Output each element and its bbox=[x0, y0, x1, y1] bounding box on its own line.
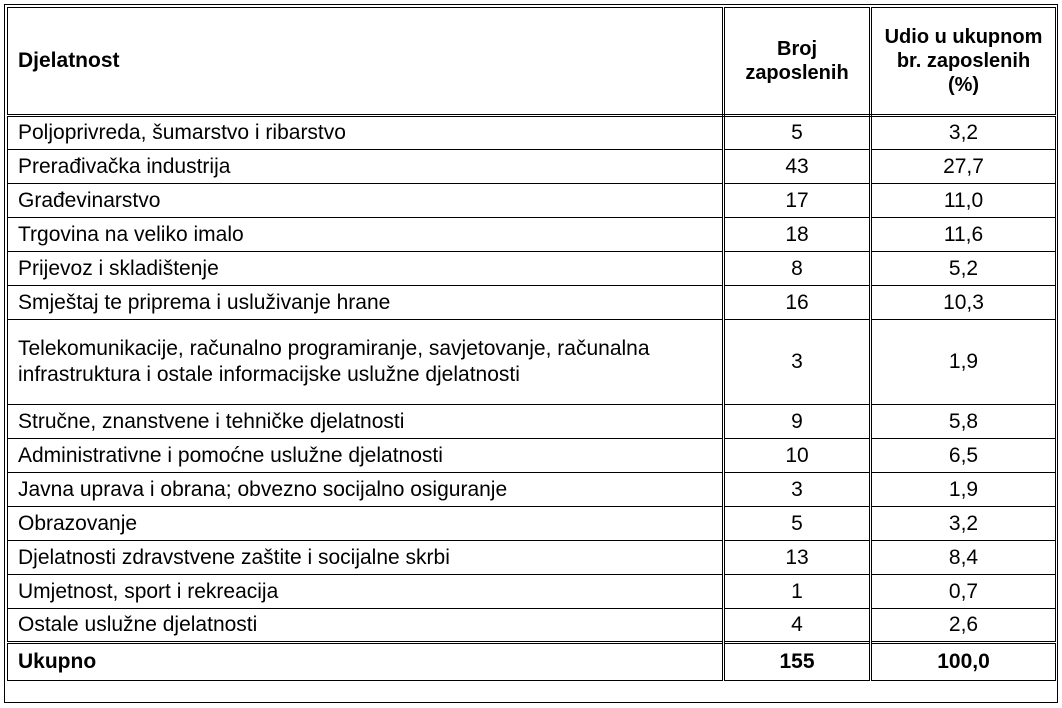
table-row bbox=[8, 184, 1056, 218]
row-activity: Poljoprivreda, šumarstvo i ribarstvo bbox=[8, 116, 724, 150]
table-row bbox=[8, 439, 1056, 473]
row-employees: 9 bbox=[724, 405, 871, 439]
row-share: 0,7 bbox=[871, 575, 1056, 609]
row-share: 8,4 bbox=[871, 541, 1056, 575]
row-employees: 10 bbox=[724, 439, 871, 473]
employment-table bbox=[7, 7, 1056, 681]
row-employees: 43 bbox=[724, 150, 871, 184]
row-activity: Ostale uslužne djelatnosti bbox=[8, 609, 724, 643]
row-employees: 4 bbox=[724, 609, 871, 643]
row-share: 6,5 bbox=[871, 439, 1056, 473]
row-employees: 17 bbox=[724, 184, 871, 218]
table-row bbox=[8, 286, 1056, 320]
header-activity: Djelatnost bbox=[8, 8, 724, 116]
row-share: 27,7 bbox=[871, 150, 1056, 184]
header-employees: Broj zaposlenih bbox=[724, 8, 871, 116]
row-activity: Prerađivačka industrija bbox=[8, 150, 724, 184]
row-activity: Prijevoz i skladištenje bbox=[8, 252, 724, 286]
row-employees: 3 bbox=[724, 320, 871, 405]
header-share: Udio u ukupnom br. zaposlenih (%) bbox=[871, 8, 1056, 116]
row-activity: Umjetnost, sport i rekreacija bbox=[8, 575, 724, 609]
table-row bbox=[8, 252, 1056, 286]
row-activity: Smještaj te priprema i usluživanje hrane bbox=[8, 286, 724, 320]
total-share: 100,0 bbox=[871, 643, 1056, 681]
row-employees: 3 bbox=[724, 473, 871, 507]
row-activity: Javna uprava i obrana; obvezno socijalno osiguranje bbox=[8, 473, 724, 507]
total-employees: 155 bbox=[724, 643, 871, 681]
row-activity: Građevinarstvo bbox=[8, 184, 724, 218]
total-row bbox=[8, 643, 1056, 681]
row-share: 5,2 bbox=[871, 252, 1056, 286]
table-row bbox=[8, 575, 1056, 609]
row-share: 1,9 bbox=[871, 473, 1056, 507]
row-share: 11,6 bbox=[871, 218, 1056, 252]
row-share: 10,3 bbox=[871, 286, 1056, 320]
row-share: 1,9 bbox=[871, 320, 1056, 405]
row-employees: 13 bbox=[724, 541, 871, 575]
table-row bbox=[8, 150, 1056, 184]
header-row bbox=[8, 8, 1056, 116]
row-activity: Stručne, znanstvene i tehničke djelatnosti bbox=[8, 405, 724, 439]
table-row bbox=[8, 116, 1056, 150]
table-row bbox=[8, 541, 1056, 575]
row-share: 2,6 bbox=[871, 609, 1056, 643]
table-row bbox=[8, 473, 1056, 507]
row-activity: Telekomunikacije, računalno programiranje, savjetovanje, računalna infrastruktura i ostale informacijske uslužne djelatnosti bbox=[8, 320, 724, 405]
row-activity: Djelatnosti zdravstvene zaštite i socijalne skrbi bbox=[8, 541, 724, 575]
table-row bbox=[8, 320, 1056, 405]
table-row bbox=[8, 405, 1056, 439]
row-employees: 16 bbox=[724, 286, 871, 320]
row-activity: Administrativne i pomoćne uslužne djelatnosti bbox=[8, 439, 724, 473]
total-label: Ukupno bbox=[8, 643, 724, 681]
row-employees: 5 bbox=[724, 116, 871, 150]
row-activity: Obrazovanje bbox=[8, 507, 724, 541]
row-share: 11,0 bbox=[871, 184, 1056, 218]
row-employees: 1 bbox=[724, 575, 871, 609]
table-row bbox=[8, 609, 1056, 643]
row-activity: Trgovina na veliko imalo bbox=[8, 218, 724, 252]
row-share: 3,2 bbox=[871, 116, 1056, 150]
row-employees: 18 bbox=[724, 218, 871, 252]
table-row bbox=[8, 218, 1056, 252]
table-row bbox=[8, 507, 1056, 541]
row-employees: 5 bbox=[724, 507, 871, 541]
row-share: 3,2 bbox=[871, 507, 1056, 541]
row-employees: 8 bbox=[724, 252, 871, 286]
row-share: 5,8 bbox=[871, 405, 1056, 439]
